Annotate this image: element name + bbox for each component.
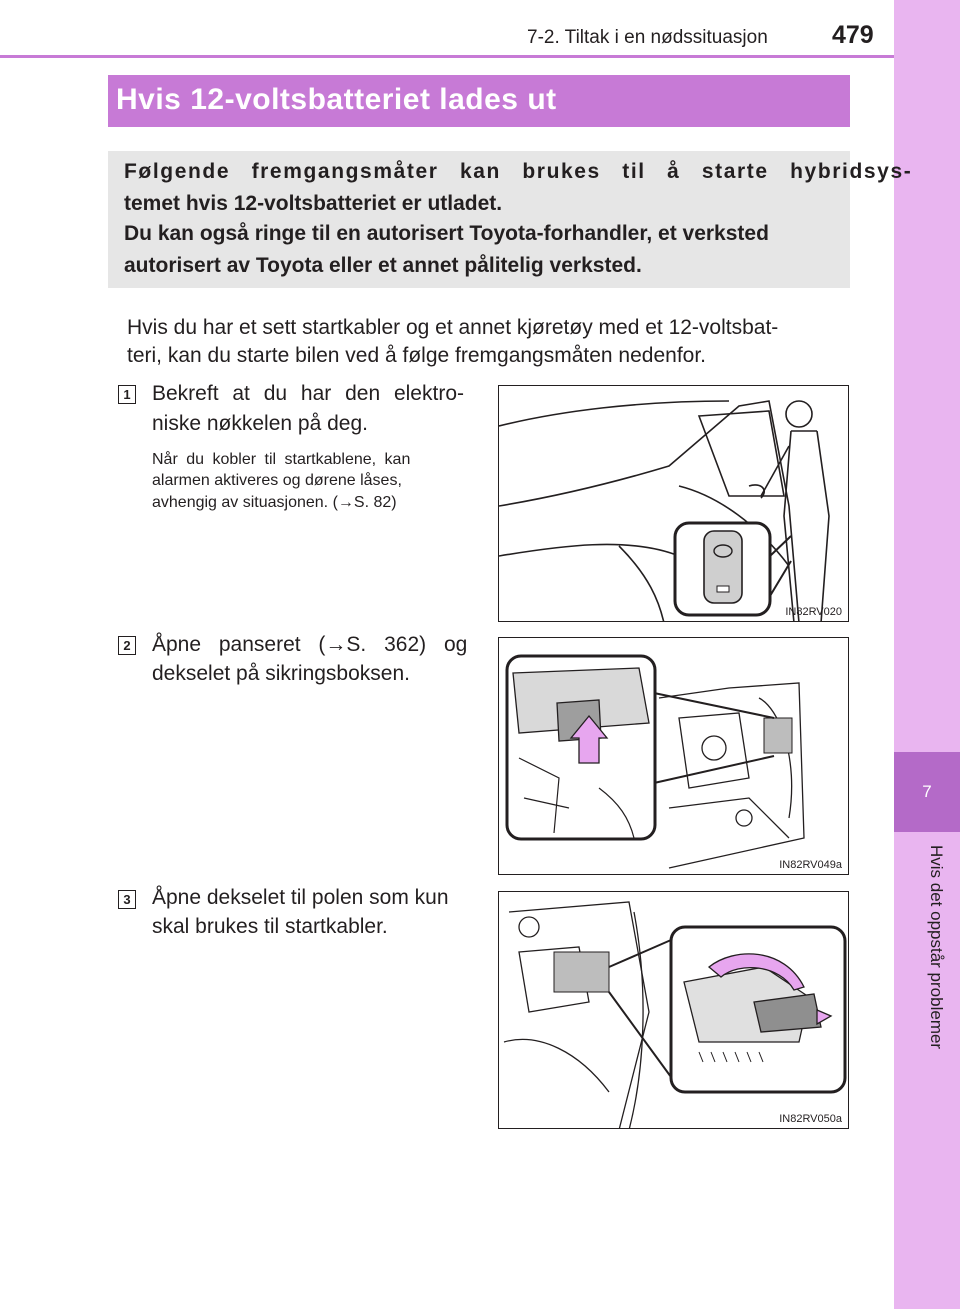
step-note-line: Når du kobler til startkablene, kan <box>152 451 411 468</box>
chapter-number-tab: 7 <box>894 752 960 832</box>
step-note-line: avhengig av situasjonen. (→S. 82) <box>152 494 397 511</box>
step-number-badge: 1 <box>118 385 136 404</box>
step-number-badge: 3 <box>118 890 136 909</box>
illustration-car-door-key <box>499 386 849 622</box>
step-line: skal brukes til startkabler. <box>152 915 388 938</box>
page-number: 479 <box>832 21 874 49</box>
page-title: Hvis 12-voltsbatteriet lades ut <box>116 83 557 116</box>
body-line: Hvis du har et sett startkabler og et annet kjøretøy med et 12-voltsbat- <box>127 316 779 339</box>
intro-line: Følgende fremgangsmåter kan brukes til å starte hybridsys- <box>124 160 913 183</box>
figure-code: IN82RV020 <box>785 606 842 618</box>
chapter-sidebar <box>894 0 960 1309</box>
figure-electronic-key <box>498 385 849 622</box>
body-line: teri, kan du starte bilen ved å følge fremgangsmåten nedenfor. <box>127 344 707 367</box>
intro-line: temet hvis 12-voltsbatteriet er utladet. <box>124 192 503 215</box>
figure-jump-terminal-cover <box>498 891 849 1129</box>
step-line: dekselet på sikringsboksen. <box>152 662 410 685</box>
step-number-badge: 2 <box>118 636 136 655</box>
illustration-engine-bay-fusebox <box>499 638 849 875</box>
section-heading: 7-2. Tiltak i en nødssituasjon <box>527 27 768 48</box>
step-line: niske nøkkelen på deg. <box>152 412 368 435</box>
step-note-line: alarmen aktiveres og dørene låses, <box>152 472 402 489</box>
step-line: Bekreft at du har den elektro- <box>152 382 464 405</box>
intro-line: autorisert av Toyota eller et annet pålitelig verksted. <box>124 254 642 277</box>
chapter-title: Hvis det oppstår problemer <box>927 845 946 1050</box>
step-line: Åpne panseret (→S. 362) og <box>152 633 468 656</box>
figure-code: IN82RV050a <box>779 1113 842 1125</box>
step-line: Åpne dekselet til polen som kun <box>152 886 449 909</box>
intro-line: Du kan også ringe til en autorisert Toyota-forhandler, et verksted <box>124 222 769 245</box>
figure-fuse-box <box>498 637 849 875</box>
header-divider <box>0 55 894 58</box>
figure-code: IN82RV049a <box>779 859 842 871</box>
illustration-terminal-cover <box>499 892 849 1129</box>
